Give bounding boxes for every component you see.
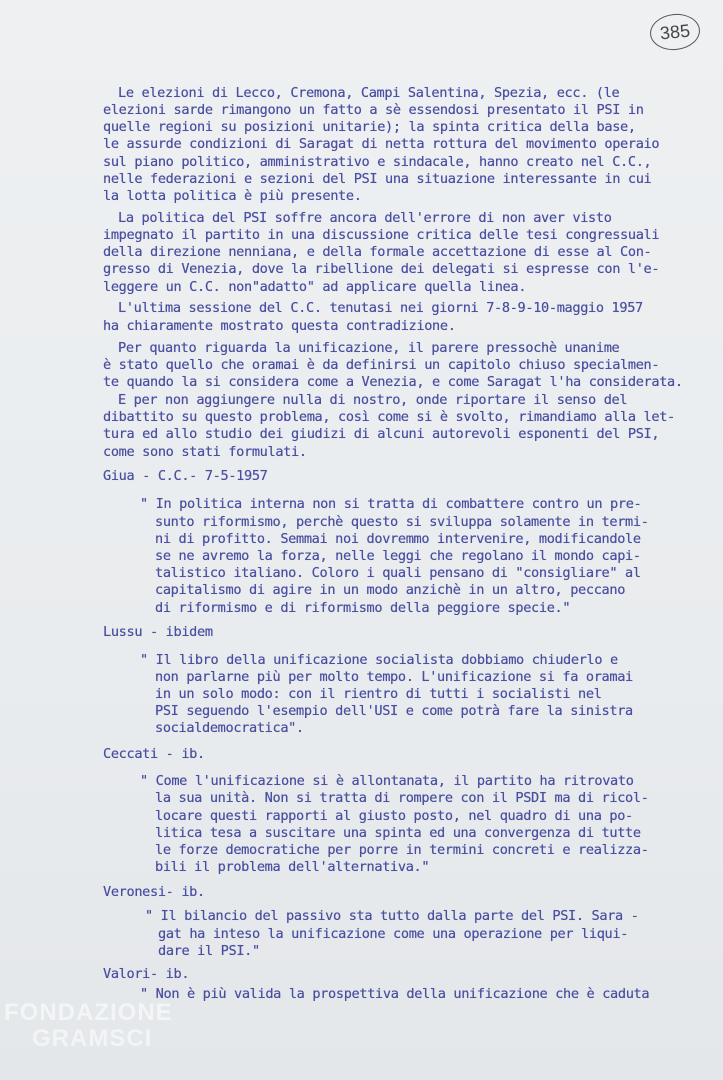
text-line: tura ed allo studio dei giudizi di alcuni autorevoli esponenti del PSI, <box>103 426 660 442</box>
text-line: Lussu - ibidem <box>103 624 213 640</box>
text-line: E per non aggiungere nulla di nostro, onde riportare il senso del <box>118 392 628 408</box>
text-line: talistico italiano. Coloro i quali pensano di "consigliare" al <box>155 565 641 581</box>
text-line: di riformismo e di riformismo della peggiore specie." <box>155 600 571 616</box>
text-line: ni di profitto. Semmai noi dovremmo intervenire, modificandole <box>155 531 641 547</box>
text-line: le forze democratiche per porre in termini concreti e realizza- <box>155 842 649 858</box>
watermark-logo <box>4 1000 173 1052</box>
text-line: come sono stati formulati. <box>103 444 307 460</box>
text-line: " Non è più valida la prospettiva della unificazione che è caduta <box>140 986 650 1002</box>
text-line: leggere un C.C. non"adatto" ad applicare quella linea. <box>103 279 527 295</box>
text-line: La politica del PSI soffre ancora dell'errore di non aver visto <box>118 210 612 226</box>
page-number-stamp: 385 <box>648 11 701 52</box>
text-line: te quando la si considera come a Venezia, e come Saragat l'ha considerata. <box>103 374 683 390</box>
text-line: della direzione nenniana, e della formale accettazione di esse al Con- <box>103 244 652 260</box>
text-line: dibattito su questo problema, così come si è svolto, rimandiamo alla let- <box>103 409 675 425</box>
text-line: non parlarne più per molto tempo. L'unificazione si fa oramai <box>155 669 633 685</box>
text-line: impegnato il partito in una discussione critica delle tesi congressuali <box>103 227 660 243</box>
text-line: è stato quello che oramai è da definirsi un capitolo chiuso specialmen- <box>103 357 660 373</box>
text-line: ha chiaramente mostrato questa contradizione. <box>103 318 456 334</box>
text-line: Valori- ib. <box>103 966 190 982</box>
text-line: bili il problema dell'alternativa." <box>155 859 430 875</box>
text-line: Giua - C.C.- 7-5-1957 <box>103 468 268 484</box>
text-line: in un solo modo: con il rientro di tutti i socialisti nel <box>155 686 602 702</box>
text-line: PSI seguendo l'esempio dell'USI e come potrà fare la sinistra <box>155 703 633 719</box>
text-line: Ceccati - ib. <box>103 746 205 762</box>
text-line: elezioni sarde rimangono un fatto a sè essendosi presentato il PSI in <box>103 102 644 118</box>
text-line: gat ha inteso la unificazione come una operazione per liqui- <box>158 926 629 942</box>
text-line: quelle regioni su posizioni unitarie); la spinta critica della base, <box>103 119 636 135</box>
text-line: socialdemocratica". <box>155 720 304 736</box>
text-line: Le elezioni di Lecco, Cremona, Campi Salentina, Spezia, ecc. (le <box>118 85 620 101</box>
text-line: la lotta politica è più presente. <box>103 188 362 204</box>
text-line: se ne avremo la forza, nelle leggi che regolano il mondo capi- <box>155 548 641 564</box>
text-line: le assurde condizioni di Saragat di netta rottura del movimento operaio <box>103 136 660 152</box>
text-line: Veronesi- ib. <box>103 884 205 900</box>
text-line: sul piano politico, amministrativo e sindacale, hanno creato nel C.C., <box>103 154 652 170</box>
text-line: la sua unità. Non si tratta di rompere con il PSDI ma di ricol- <box>155 790 649 806</box>
text-line: " Come l'unificazione si è allontanata, il partito ha ritrovato <box>140 773 634 789</box>
text-line: capitalismo di agire in un modo anzichè in un altro, peccano <box>155 582 626 598</box>
text-line: " In politica interna non si tratta di combattere contro un pre- <box>140 496 642 512</box>
watermark-line-2: GRAMSCI <box>32 1025 153 1052</box>
text-line: " Il bilancio del passivo sta tutto dalla parte del PSI. Sara - <box>145 908 639 924</box>
text-line: L'ultima sessione del C.C. tenutasi nei giorni 7-8-9-10-maggio 1957 <box>118 300 643 316</box>
text-line: Per quanto riguarda la unificazione, il parere pressochè unanime <box>118 340 620 356</box>
watermark-line-1: FONDAZIONE <box>4 999 173 1026</box>
text-line: locare questi rapporti al giusto posto, nel quadro di una po- <box>155 808 633 824</box>
text-line: sunto riformismo, perchè questo si sviluppa solamente in termi- <box>155 514 649 530</box>
text-line: " Il libro della unificazione socialista dobbiamo chiuderlo e <box>140 652 618 668</box>
text-line: dare il PSI." <box>158 943 260 959</box>
text-line: gresso di Venezia, dove la ribellione dei delegati si espresse con l'e- <box>103 261 660 277</box>
text-line: litica tesa a suscitare una spinta ed una convergenza di tutte <box>155 825 641 841</box>
text-line: nelle federazioni e sezioni del PSI una situazione interessante in cui <box>103 171 652 187</box>
